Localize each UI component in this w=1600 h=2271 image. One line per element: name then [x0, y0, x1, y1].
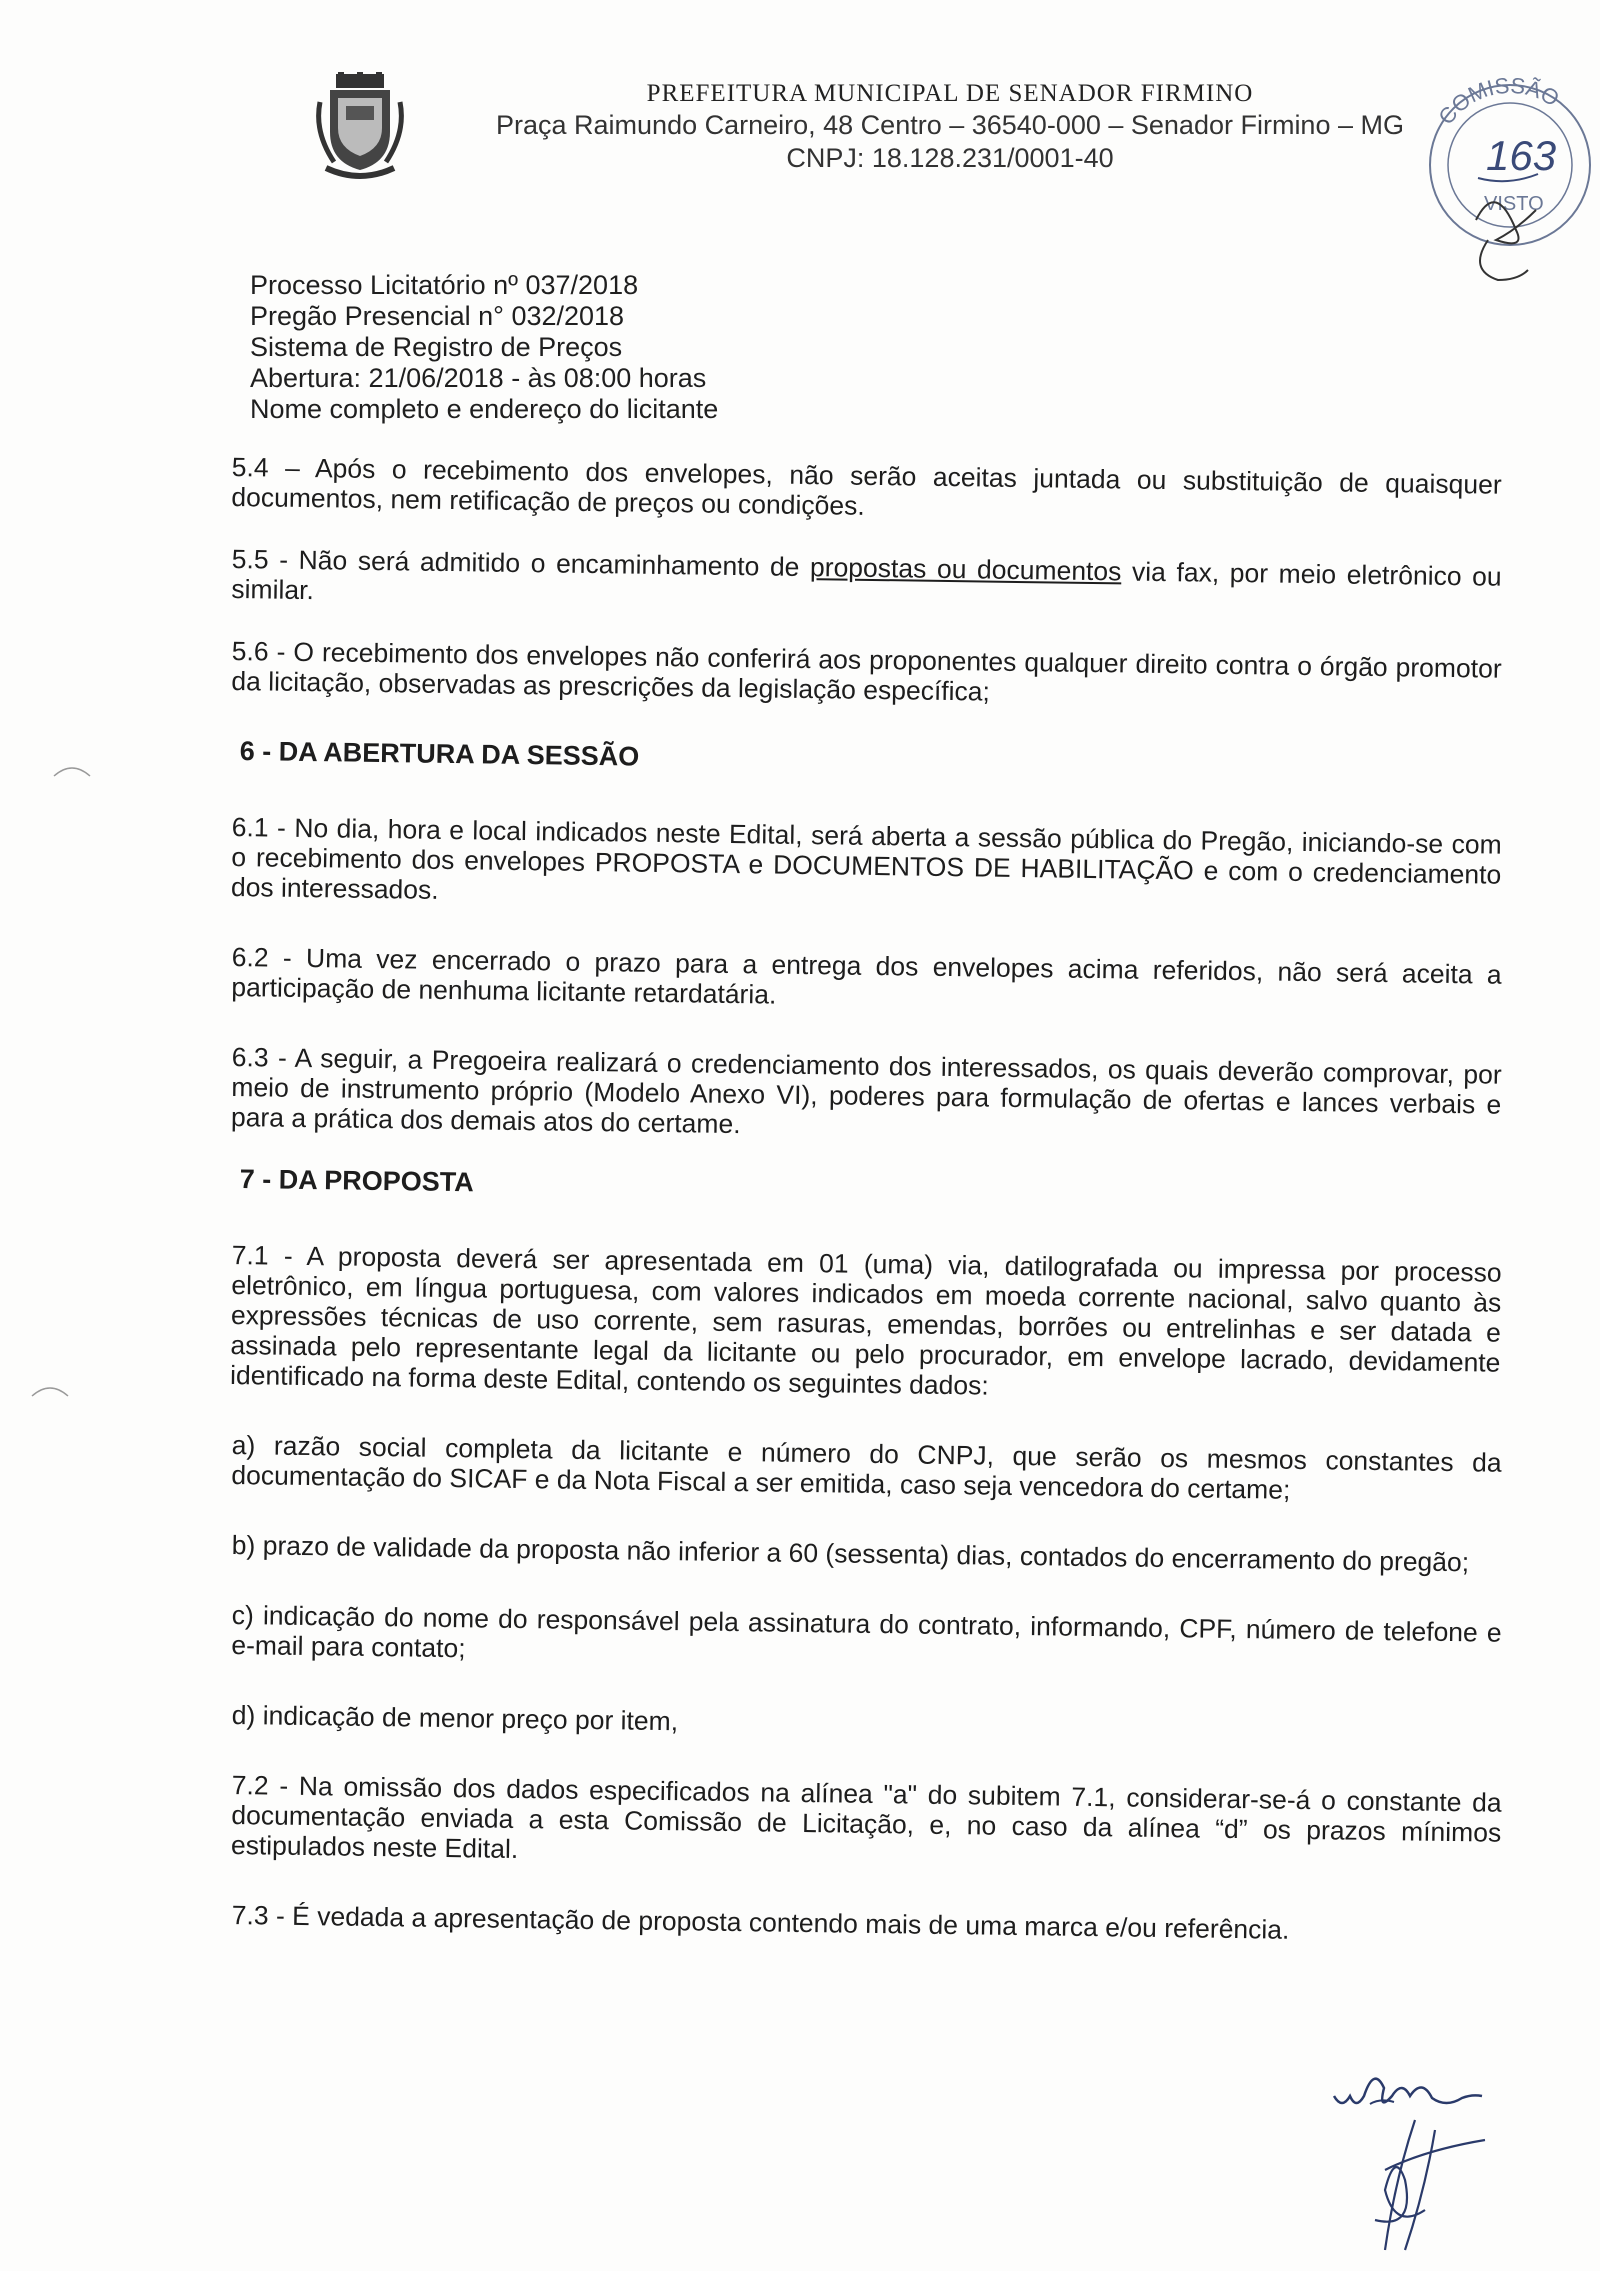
header-org-name: PREFEITURA MUNICIPAL DE SENADOR FIRMINO [646, 80, 1254, 107]
process-line: Nome completo e endereço do licitante [250, 394, 719, 424]
underlined-text: propostas ou documentos [809, 552, 1122, 587]
paragraph-5-5 [231, 544, 1502, 622]
paragraph-text: 5.5 - Não será admitido o encaminhamento de [231, 544, 811, 583]
section-heading-6: 6 - DA ABERTURA DA SESSÃO [239, 736, 640, 772]
process-info [250, 270, 718, 425]
process-line: Pregão Presencial n° 032/2018 [250, 301, 625, 331]
paragraph-7-1: 7.1 - A proposta deverá ser apresentada em 01 (uma) via, datilografada ou impressa por processo eletrônico, em língua portuguesa, com valores indicados em moeda corrente nacional, salvo quanto às expressões técnicas de uso corrente, sem rasuras, emendas, borrões ou entrelinhas e ser datada e assinada pelo representante legal da licitante ou pelo procurador, em envelope lacrado, devidamente identificado na forma deste Edital, contendo os seguintes dados: [229, 1240, 1502, 1401]
svg-text:COMISSÃO [1433, 73, 1563, 130]
stamp-top-text: COMISSÃO [1433, 72, 1564, 130]
stamp-number: 163 [1486, 132, 1557, 179]
punch-mark [52, 760, 92, 780]
process-line: Abertura: 21/06/2018 - às 08:00 horas [250, 363, 707, 393]
item-a: a) razão social completa da licitante e número do CNPJ, que serão os mesmos constantes da documentação do SICAF e da Nota Fiscal a ser emitida, caso seja vencedora do certame; [231, 1430, 1502, 1505]
stamp-visto: VISTO [1484, 193, 1544, 215]
section-heading-7: 7 - DA PROPOSTA [239, 1164, 475, 1198]
document-header [470, 80, 1430, 174]
paragraph-7-2: 7.2 - Na omissão dos dados especificados na alínea "a" do subitem 7.1, considerar-se-á o constante da documentação enviada a esta Comissão de Licitação, e, no caso da alínea “d” os prazos mínimos estipulados neste Edital. [230, 1770, 1502, 1865]
item-d: d) indicação de menor preço por item, [231, 1700, 679, 1737]
paragraph-7-3: 7.3 - É vedada a apresentação de proposta contendo mais de uma marca e/ou referência. [231, 1900, 1290, 1945]
item-c: c) indicação do nome do responsável pela assinatura do contrato, informando, CPF, número de telefone e e-mail para contato; [231, 1600, 1502, 1664]
punch-mark [30, 1380, 70, 1400]
header-cnpj: CNPJ: 18.128.231/0001-40 [786, 143, 1114, 173]
paragraph-5-4: 5.4 – Após o recebimento dos envelopes, não serão aceitas juntada ou substituição de quaisquer documentos, nem retificação de preços ou condições. [231, 452, 1502, 521]
signature [1355, 2110, 1495, 2260]
paragraph-6-2: 6.2 - Uma vez encerrado o prazo para a entrega dos envelopes acima referidos, não será aceita a participação de nenhuma licitante retardatária. [231, 942, 1502, 1010]
document-body [229, 452, 1502, 1962]
header-address: Praça Raimundo Carneiro, 48 Centro – 36540-000 – Senador Firmino – MG [496, 110, 1404, 140]
paragraph-6-1: 6.1 - No dia, hora e local indicados neste Edital, será aberta a sessão pública do Pregão, iniciando-se com o recebimento dos envelopes PROPOSTA e DOCUMENTOS DE HABILITAÇÃO e com o credenciamento dos interessados. [230, 812, 1502, 905]
municipal-crest-icon [312, 72, 408, 182]
paragraph-text: via fax, por meio eletrônico ou similar. [231, 556, 1502, 606]
process-line: Processo Licitatório nº 037/2018 [250, 270, 639, 300]
process-line: Sistema de Registro de Preços [250, 332, 623, 362]
item-b: b) prazo de validade da proposta não inferior a 60 (sessenta) dias, contados do encerramento do pregão; [231, 1530, 1470, 1578]
commission-stamp [1418, 70, 1600, 305]
paragraph-6-3: 6.3 - A seguir, a Pregoeira realizará o credenciamento dos interessados, os quais deverão comprovar, por meio de instrumento próprio (Modelo Anexo VI), poderes para formulação de ofertas e lances verbais e para a prática dos demais atos do certame. [230, 1042, 1502, 1140]
paragraph-5-6: 5.6 - O recebimento dos envelopes não conferirá aos proponentes qualquer direito contra o órgão promotor da licitação, observadas as prescrições da legislação específica; [231, 636, 1502, 707]
